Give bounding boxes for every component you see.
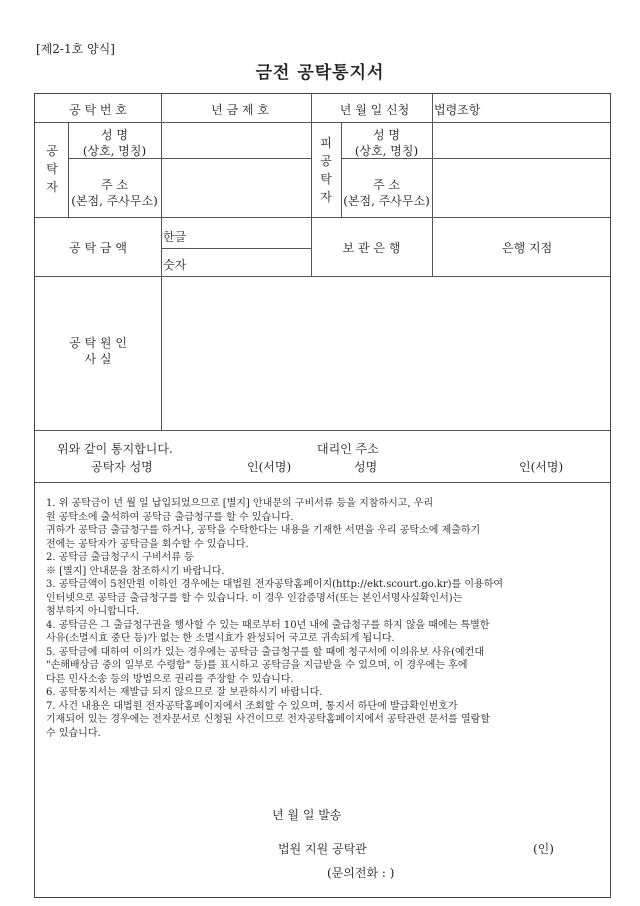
note-line: 사유(소멸시효 중단 등)가 없는 한 소멸시효가 완성되어 국고로 귀속되게 됩니다.: [46, 633, 395, 644]
cause-label-1: 공 탁 원 인: [69, 336, 127, 350]
agent-addr-label: 대리인 주소: [317, 442, 379, 456]
depositor-side-label: 공 탁 자: [46, 144, 58, 194]
deposit-no-label: 공 탁 번 호: [69, 103, 127, 117]
note-line: 첨부하지 아니합니다.: [46, 606, 140, 617]
cause-label-2: 사 실: [84, 352, 112, 366]
note-line: 수 있습니다.: [46, 727, 101, 739]
note-line: 1. 위 공탁금이 년 월 일 납입되었으므로 [별지] 안내문의 구비서류 등을 지참하시고, 우리: [46, 498, 434, 509]
contact-phone: (문의전화 : ): [327, 866, 395, 880]
note-line: "손해배상금 중의 일부로 수령함" 등)를 표시하고 공탁금을 지급받을 수 있으며, 이 경우에는 후에: [46, 660, 468, 671]
form-code: [제2-1호 양식]: [36, 42, 115, 56]
depositee-addr-sub: (본점, 주사무소): [343, 194, 430, 208]
application-date-label: 년 월 일 신청: [339, 103, 410, 117]
bank-label: 보 관 은 행: [342, 241, 401, 255]
depositor-name-sign-label: 공탁자 성명: [91, 460, 153, 474]
depositee-name-label: 성 명: [373, 128, 400, 142]
note-line: ※ [별지] 안내문을 참조하시기 바랍니다.: [46, 565, 225, 577]
amount-digits-label: 숫자: [163, 258, 187, 272]
notes-block: [46, 497, 586, 740]
note-line: 5. 공탁금에 대하여 이의가 있는 경우에는 공탁금 출급청구를 할 때에 청구서에 이의유보 사유(예컨대: [46, 646, 484, 658]
depositee-side-label: 피 공 탁 자: [320, 136, 332, 204]
note-line: 3. 공탁금액이 5천만원 이하인 경우에는 대법원 전자공탁홈페이지(http://ekt.scourt.go.kr)를 이용하여: [46, 579, 504, 590]
note-line: 7. 사건 내용은 대법원 전자공탁홈페이지에서 조회할 수 있으며, 통지서 하단에 발급확인번호가: [46, 700, 458, 712]
agent-seal: 인(서명): [519, 460, 564, 474]
official-seal: (인): [533, 842, 554, 856]
law-article-label: 법령조항: [434, 103, 481, 117]
depositee-name-sub: (상호, 명칭): [354, 144, 419, 158]
form-frame: [34, 93, 611, 898]
note-line: 2. 공탁금 출급청구시 구비서류 등: [46, 552, 194, 563]
note-line: 원 공탁소에 출석하여 공탁금 출급청구를 할 수 있습니다.: [46, 511, 294, 523]
amount-korean-label: 한글: [163, 230, 187, 244]
note-line: 인터넷으로 공탁금 출급청구를 할 수 있습니다. 이 경우 인감증명서(또는 본인서명사실확인서)는: [46, 592, 463, 604]
amount-label: 공 탁 금 액: [69, 241, 127, 255]
agent-name-label: 성명: [354, 460, 378, 474]
deposit-no-value: 년 금 제 호: [211, 103, 269, 117]
depositor-addr-sub: (본점, 주사무소): [71, 194, 158, 208]
note-line: 6. 공탁통지서는 재발급 되지 않으므로 잘 보관하시기 바랍니다.: [46, 687, 323, 698]
depositee-addr-label: 주 소: [373, 178, 400, 192]
form-title: 금전 공탁통지서: [255, 63, 385, 83]
note-line: 다른 민사소송 등의 방법으로 권리를 주장할 수 있습니다.: [46, 673, 294, 685]
note-line: 기재되어 있는 경우에는 전자문서로 신청된 사건이므로 전자공탁홈페이지에서 공탁관련 문서를 열람할: [46, 714, 490, 725]
issue-date: 년 월 일 발송: [272, 808, 342, 822]
depositor-addr-label: 주 소: [101, 178, 128, 192]
depositor-name-sub: (상호, 명칭): [82, 144, 147, 158]
note-line: 전에는 공탁자가 공탁금을 회수할 수 있습니다.: [46, 538, 249, 550]
note-line: 4. 공탁금은 그 출급청구권을 행사할 수 있는 때로부터 10년 내에 출급청구를 하지 않을 때에는 특별한: [46, 619, 490, 631]
notify-text: 위와 같이 통지합니다.: [57, 442, 173, 456]
note-line: 귀하가 공탁금 출급청구를 하거나, 공탁을 수탁한다는 내용을 기재한 서면을 우리 공탁소에 제출하기: [46, 525, 481, 536]
issuing-court: 법원 지원 공탁관: [278, 842, 367, 856]
bank-value: 은행 지점: [502, 241, 553, 255]
depositor-seal: 인(서명): [247, 460, 292, 474]
depositor-name-label: 성 명: [101, 128, 128, 142]
